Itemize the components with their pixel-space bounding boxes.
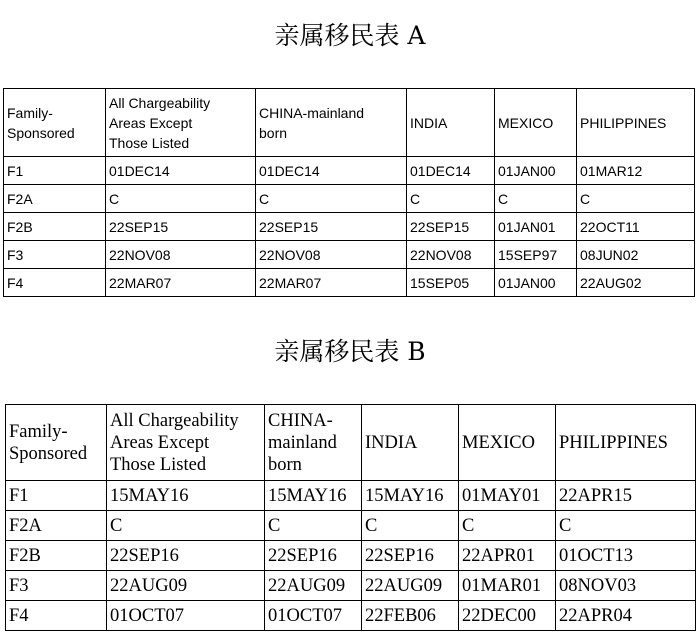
date-cell: 15MAY16 [265, 481, 362, 511]
date-cell: C [107, 511, 265, 541]
table-row [6, 541, 696, 571]
date-cell: 01DEC14 [106, 157, 256, 185]
table-row [4, 269, 695, 297]
date-cell: 22SEP15 [256, 213, 407, 241]
category-cell: F4 [6, 601, 107, 631]
category-cell: F1 [6, 481, 107, 511]
date-cell: 22APR01 [459, 541, 556, 571]
table-a [3, 88, 695, 297]
table-row [6, 511, 696, 541]
date-cell: 22AUG09 [362, 571, 459, 601]
date-cell: 22DEC00 [459, 601, 556, 631]
date-cell: 22FEB06 [362, 601, 459, 631]
column-header: PHILIPPINES [556, 405, 696, 481]
date-cell: 22APR15 [556, 481, 696, 511]
table-b-title: 亲属移民表 B [274, 337, 426, 366]
date-cell: 01JAN01 [495, 213, 577, 241]
date-cell: 01MAY01 [459, 481, 556, 511]
table-a-title: 亲属移民表 A [274, 21, 426, 50]
date-cell: 22NOV08 [407, 241, 495, 269]
column-header: PHILIPPINES [577, 89, 695, 157]
column-header: Family- Sponsored [4, 89, 106, 157]
table-row [4, 185, 695, 213]
date-cell: 15SEP97 [495, 241, 577, 269]
column-header: MEXICO [459, 405, 556, 481]
category-cell: F3 [6, 571, 107, 601]
column-header: CHINA-mainland born [256, 89, 407, 157]
category-cell: F2A [4, 185, 106, 213]
date-cell: C [556, 511, 696, 541]
date-cell: 01MAR01 [459, 571, 556, 601]
category-cell: F3 [4, 241, 106, 269]
date-cell: 22AUG02 [577, 269, 695, 297]
date-cell: C [362, 511, 459, 541]
date-cell: 22SEP16 [362, 541, 459, 571]
table-row [4, 157, 695, 185]
date-cell: 22SEP16 [107, 541, 265, 571]
date-cell: 01OCT13 [556, 541, 696, 571]
date-cell: 22NOV08 [256, 241, 407, 269]
date-cell: 22AUG09 [265, 571, 362, 601]
date-cell: 22SEP15 [407, 213, 495, 241]
date-cell: 22MAR07 [106, 269, 256, 297]
category-cell: F2B [6, 541, 107, 571]
date-cell: 22APR04 [556, 601, 696, 631]
date-cell: C [577, 185, 695, 213]
date-cell: C [459, 511, 556, 541]
date-cell: 15MAY16 [362, 481, 459, 511]
date-cell: C [106, 185, 256, 213]
column-header: All Chargeability Areas Except Those Listed [106, 89, 256, 157]
date-cell: C [495, 185, 577, 213]
date-cell: 01DEC14 [407, 157, 495, 185]
table-row [4, 213, 695, 241]
date-cell: 08JUN02 [577, 241, 695, 269]
date-cell: 22NOV08 [106, 241, 256, 269]
date-cell: 22MAR07 [256, 269, 407, 297]
date-cell: 15SEP05 [407, 269, 495, 297]
category-cell: F1 [4, 157, 106, 185]
column-header: INDIA [362, 405, 459, 481]
date-cell: 22SEP16 [265, 541, 362, 571]
date-cell: 01JAN00 [495, 269, 577, 297]
column-header: All Chargeability Areas Except Those Listed [107, 405, 265, 481]
table-row [6, 571, 696, 601]
date-cell: 01OCT07 [265, 601, 362, 631]
date-cell: 22OCT11 [577, 213, 695, 241]
table-row [6, 601, 696, 631]
date-cell: C [265, 511, 362, 541]
column-header: Family- Sponsored [6, 405, 107, 481]
table-b [5, 404, 696, 631]
category-cell: F4 [4, 269, 106, 297]
date-cell: C [256, 185, 407, 213]
header-row [6, 405, 696, 481]
column-header: INDIA [407, 89, 495, 157]
category-cell: F2B [4, 213, 106, 241]
header-row [4, 89, 695, 157]
table-row [4, 241, 695, 269]
date-cell: 01DEC14 [256, 157, 407, 185]
date-cell: 01OCT07 [107, 601, 265, 631]
date-cell: 01JAN00 [495, 157, 577, 185]
date-cell: 22AUG09 [107, 571, 265, 601]
column-header: CHINA- mainland born [265, 405, 362, 481]
date-cell: 15MAY16 [107, 481, 265, 511]
date-cell: 08NOV03 [556, 571, 696, 601]
date-cell: 22SEP15 [106, 213, 256, 241]
table-row [6, 481, 696, 511]
category-cell: F2A [6, 511, 107, 541]
column-header: MEXICO [495, 89, 577, 157]
date-cell: C [407, 185, 495, 213]
date-cell: 01MAR12 [577, 157, 695, 185]
